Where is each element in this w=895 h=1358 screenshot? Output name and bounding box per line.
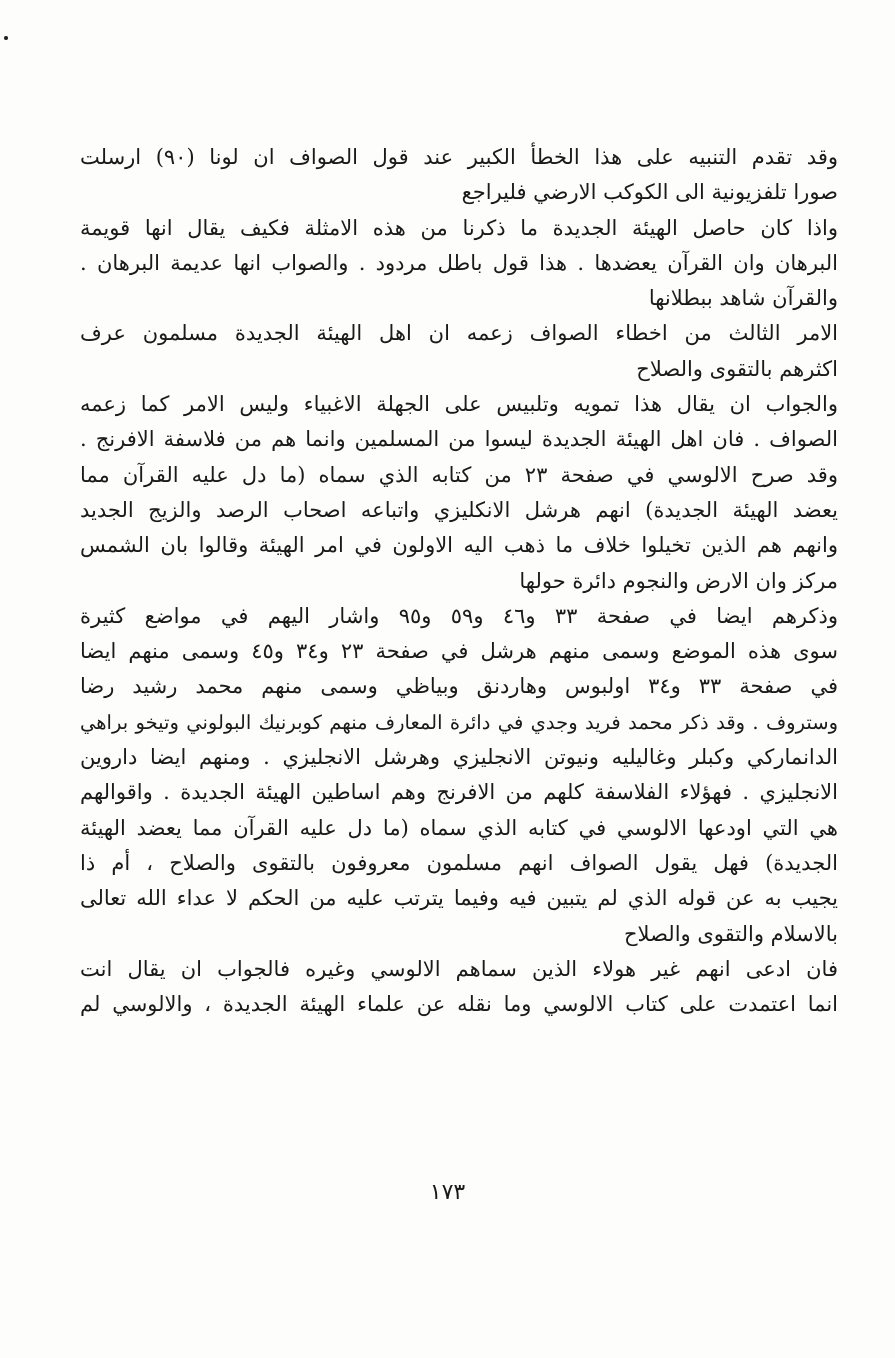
text-line: في صفحة ٣٣ و٣٤ اولبوس وهاردنق وبياظي وسمى منهم محمد رشيد رضا bbox=[80, 674, 838, 699]
text-line: الدانماركي وكبلر وغاليليه ونيوتن الانجليزي وهرشل الانجليزي . ومنهم ايضا داروين bbox=[80, 745, 838, 770]
text-line: هي التي اودعها الالوسي في كتابه الذي سماه (ما دل عليه القرآن مما يعضد الهيئة bbox=[80, 815, 838, 840]
text-line: فان ادعى انهم غير هولاء الذين سماهم الالوسي وغيره فالجواب ان يقال انت bbox=[80, 956, 838, 981]
text-line: وذكرهم ايضا في صفحة ٣٣ و٤٦ و٥٩ و٩٥ واشار اليهم في مواضع كثيرة bbox=[80, 603, 838, 628]
text-line: وقد صرح الالوسي في صفحة ٢٣ من كتابه الذي سماه (ما دل عليه القرآن مما bbox=[80, 462, 838, 487]
text-line: الصواف . فان اهل الهيئة الجديدة ليسوا من المسلمين وانما هم من فلاسفة الافرنج . bbox=[80, 427, 838, 452]
page-number: ١٧٣ bbox=[429, 1180, 466, 1205]
body-text bbox=[80, 140, 838, 1022]
text-line: مركز وان الارض والنجوم دائرة حولها bbox=[519, 568, 838, 593]
text-line: والجواب ان يقال هذا تمويه وتلبيس على الجهلة الاغبياء وليس الامر كما زعمه bbox=[80, 392, 838, 417]
text-line: الانجليزي . فهؤلاء الفلاسفة كلهم من الافرنج وهم اساطين الهيئة الجديدة . واقوالهم bbox=[80, 780, 838, 805]
text-line: يعضد الهيئة الجديدة) انهم هرشل الانكليزي واتباعه اصحاب الرصد والزيج الجديد bbox=[80, 497, 838, 522]
text-line: يجيب به عن قوله الذي لم يتبين فيه وفيما يترتب عليه من الحكم لا عداء الله تعالى bbox=[80, 886, 838, 911]
text-line: الجديدة) فهل يقول الصواف انهم مسلمون معروفون بالتقوى والصلاح ، أم ذا bbox=[80, 850, 838, 875]
text-line: سوى هذه الموضع وسمى منهم هرشل في صفحة ٢٣ و٣٤ و٤٥ وسمى منهم ايضا bbox=[80, 639, 838, 664]
scan-speck bbox=[4, 36, 8, 40]
text-line: بالاسلام والتقوى والصلاح bbox=[624, 921, 838, 946]
text-line: واذا كان حاصل الهيئة الجديدة ما ذكرنا من هذه الامثلة فكيف يقال انها قويمة bbox=[80, 215, 838, 240]
text-line: وقد تقدم التنبيه على هذا الخطأ الكبير عند قول الصواف ان لونا (٩٠) ارسلت bbox=[80, 145, 838, 169]
text-line: البرهان وان القرآن يعضدها . هذا قول باطل مردود . والصواب انها عديمة البرهان . bbox=[80, 250, 838, 275]
text-line: اكثرهم بالتقوى والصلاح bbox=[636, 356, 838, 381]
text-line: انما اعتمدت على كتاب الالوسي وما نقله عن علماء الهيئة الجديدة ، والالوسي لم bbox=[80, 992, 838, 1017]
text-line: صورا تلفزيونية الى الكوكب الارضي فليراجع bbox=[461, 180, 838, 205]
text-line: الامر الثالث من اخطاء الصواف زعمه ان اهل الهيئة الجديدة مسلمون عرف bbox=[80, 321, 838, 346]
text-line: وانهم هم الذين تخيلوا خلاف ما ذهب اليه الاولون في امر الهيئة وقالوا بان الشمس bbox=[80, 533, 838, 558]
text-line: وستروف . وقد ذكر محمد فريد وجدي في دائرة المعارف منهم كوبرنيك البولوني وتيخو براهي bbox=[80, 710, 838, 734]
text-line: والقرآن شاهد ببطلانها bbox=[648, 286, 838, 311]
